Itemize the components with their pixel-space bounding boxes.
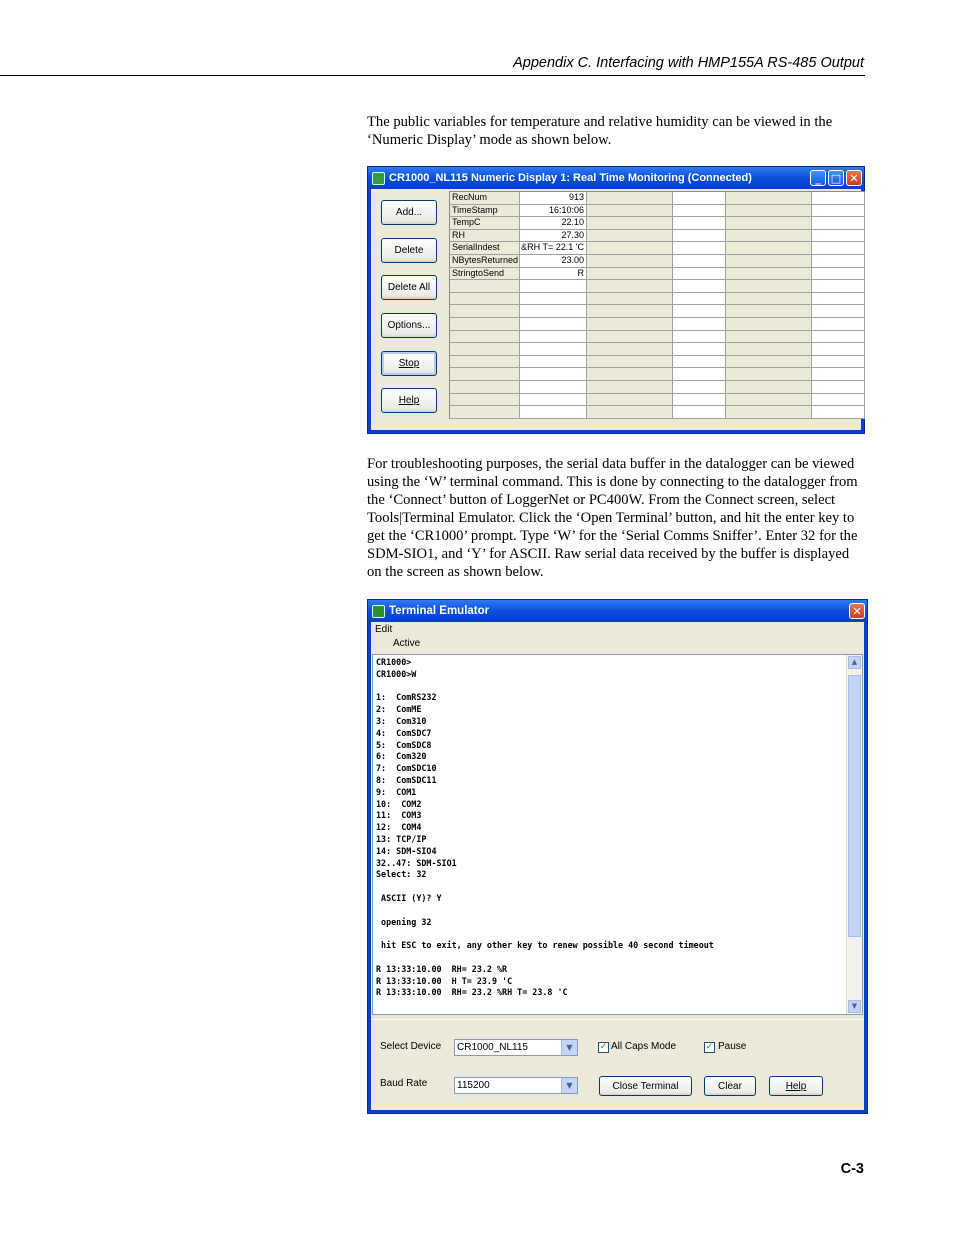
variable-value-cell: &RH T= 22.1 'C	[520, 242, 587, 255]
empty-name-cell[interactable]	[728, 394, 812, 407]
empty-value-cell[interactable]	[812, 343, 865, 356]
terminal-app-icon	[372, 605, 385, 618]
grid-row	[450, 343, 865, 356]
empty-name-cell[interactable]	[728, 242, 812, 255]
empty-name-cell[interactable]	[589, 230, 673, 243]
clear-button[interactable]: Clear	[704, 1076, 756, 1096]
empty-value-cell[interactable]	[673, 406, 726, 419]
variable-name-cell: RecNum	[450, 192, 520, 205]
empty-name-cell[interactable]	[589, 305, 673, 318]
values-grid[interactable]	[449, 191, 865, 419]
variable-value-cell: R	[520, 268, 587, 281]
variable-value-cell: 23.00	[520, 255, 587, 268]
empty-value-cell[interactable]	[520, 331, 587, 344]
select-device-label: Select Device	[380, 1041, 442, 1052]
status-active: Active	[393, 638, 421, 649]
grid-row	[450, 331, 865, 344]
header-title: Appendix C. Interfacing with HMP155A RS-485 Output	[513, 55, 864, 71]
grid-row	[450, 230, 865, 243]
empty-name-cell[interactable]	[589, 268, 673, 281]
empty-name-cell[interactable]	[728, 406, 812, 419]
grid-row	[450, 268, 865, 281]
menu-edit[interactable]: Edit	[375, 624, 393, 635]
empty-name-cell[interactable]	[589, 394, 673, 407]
empty-value-cell[interactable]	[673, 368, 726, 381]
numeric-display-title: CR1000_NL115 Numeric Display 1: Real Time Monitoring (Connected)	[389, 172, 752, 184]
empty-value-cell[interactable]	[520, 356, 587, 369]
empty-value-cell[interactable]	[673, 293, 726, 306]
terminal-line: 5: ComSDC8	[376, 739, 432, 750]
empty-name-cell[interactable]	[450, 368, 520, 381]
empty-name-cell[interactable]	[728, 293, 812, 306]
terminal-client	[371, 622, 864, 1110]
maximize-icon[interactable]: □	[828, 170, 844, 186]
delete-button[interactable]: Delete	[381, 238, 437, 263]
empty-value-cell[interactable]	[520, 343, 587, 356]
empty-value-cell[interactable]	[673, 192, 726, 205]
empty-name-cell[interactable]	[589, 381, 673, 394]
grid-row	[450, 217, 865, 230]
header-rule	[0, 75, 865, 76]
options-button[interactable]: Options...	[381, 313, 437, 338]
empty-name-cell[interactable]	[728, 280, 812, 293]
numeric-display-titlebar[interactable]	[368, 167, 864, 189]
grid-row	[450, 381, 865, 394]
empty-value-cell[interactable]	[812, 268, 865, 281]
all-caps-label: All Caps Mode	[611, 1041, 677, 1052]
page-number: C-3	[840, 1161, 864, 1177]
terminal-line	[376, 928, 714, 940]
empty-name-cell[interactable]	[728, 205, 812, 218]
intro-paragraph: The public variables for temperature and relative humidity can be viewed in the ‘Numeric Display’ mode as shown below.	[367, 114, 833, 148]
variable-value-cell: 16:10:06	[520, 205, 587, 218]
empty-value-cell[interactable]	[673, 255, 726, 268]
empty-name-cell[interactable]	[450, 318, 520, 331]
empty-name-cell[interactable]	[728, 192, 812, 205]
empty-name-cell[interactable]	[728, 356, 812, 369]
grid-row	[450, 305, 865, 318]
select-device-value: CR1000_NL115	[457, 1042, 528, 1053]
chevron-down-icon[interactable]: ▼	[561, 1078, 577, 1093]
terminal-line: CR1000>W	[376, 668, 417, 679]
grid-row	[450, 356, 865, 369]
baud-rate-dropdown[interactable]	[454, 1077, 578, 1094]
variable-name-cell: NBytesReturned	[450, 255, 520, 268]
terminal-line: R 13:33:10.00 RH= 23.2 %R	[376, 963, 508, 974]
terminal-line: 4: ComSDC7	[376, 727, 432, 738]
troubleshooting-paragraph: For troubleshooting purposes, the serial data buffer in the datalogger can be viewed using the ‘W’ terminal command. This is done by connecting to the datalogger from the ‘Connect’ button of LoggerNet or PC400W. From the Connect screen, select Tools|Terminal Emulator. Click the ‘Open Terminal’ button, and hit the enter key to get the ‘CR1000’ prompt. Type ‘W’ for the ‘Serial Comms Sniffer’. Enter 32 for the SDM-SIO1, and ‘Y’ for ASCII. Raw serial data received by the buffer is displayed on the screen as shown below.	[367, 456, 858, 580]
empty-value-cell[interactable]	[812, 217, 865, 230]
empty-name-cell[interactable]	[728, 381, 812, 394]
empty-value-cell[interactable]	[812, 192, 865, 205]
empty-name-cell[interactable]	[589, 242, 673, 255]
select-device-dropdown[interactable]	[454, 1039, 578, 1056]
stop-button[interactable]	[381, 351, 437, 376]
empty-name-cell[interactable]	[589, 368, 673, 381]
variable-name-cell: StringtoSend	[450, 268, 520, 281]
terminal-line: 8: ComSDC11	[376, 774, 437, 785]
empty-value-cell[interactable]	[812, 331, 865, 344]
variable-name-cell: RH	[450, 230, 520, 243]
empty-name-cell[interactable]	[450, 394, 520, 407]
terminal-line: hit ESC to exit, any other key to renew possible 40 second timeout	[376, 940, 714, 951]
vertical-scrollbar[interactable]	[846, 655, 862, 1014]
stop-button-label: Stop	[398, 358, 420, 369]
empty-name-cell[interactable]	[728, 268, 812, 281]
app-icon	[372, 172, 385, 185]
empty-value-cell[interactable]	[812, 406, 865, 419]
empty-value-cell[interactable]	[673, 230, 726, 243]
numeric-display-window	[367, 166, 865, 434]
terminal-line	[376, 952, 714, 964]
delete-all-button[interactable]: Delete All	[381, 275, 437, 300]
pause-label: Pause	[718, 1041, 747, 1052]
scroll-thumb[interactable]	[848, 675, 861, 937]
variable-name-cell: SerialIndest	[450, 242, 520, 255]
help-button[interactable]	[769, 1076, 823, 1096]
terminal-output-text	[376, 657, 714, 999]
empty-name-cell[interactable]	[728, 368, 812, 381]
terminal-output[interactable]	[372, 654, 863, 1015]
empty-name-cell[interactable]	[728, 318, 812, 331]
minimize-icon[interactable]: _	[810, 170, 826, 186]
terminal-line: 10: COM2	[376, 798, 422, 809]
empty-value-cell[interactable]	[520, 305, 587, 318]
empty-name-cell[interactable]	[589, 318, 673, 331]
empty-name-cell[interactable]	[450, 343, 520, 356]
close-icon[interactable]: ✕	[849, 603, 865, 619]
terminal-line: R 13:33:10.00 RH= 23.2 %RH T= 23.8 'C	[376, 987, 568, 998]
terminal-title: Terminal Emulator	[389, 605, 490, 617]
empty-name-cell[interactable]	[450, 293, 520, 306]
empty-value-cell[interactable]	[520, 318, 587, 331]
grid-row	[450, 242, 865, 255]
grid-row	[450, 293, 865, 306]
empty-name-cell[interactable]	[589, 406, 673, 419]
empty-name-cell[interactable]	[589, 356, 673, 369]
variable-value-cell: 27.30	[520, 230, 587, 243]
empty-value-cell[interactable]	[812, 230, 865, 243]
variable-value-cell: 22.10	[520, 217, 587, 230]
grid-row	[450, 406, 865, 419]
empty-name-cell[interactable]	[589, 293, 673, 306]
empty-name-cell[interactable]	[728, 217, 812, 230]
empty-name-cell[interactable]	[728, 230, 812, 243]
terminal-line: 14: SDM-SIO4	[376, 845, 437, 856]
empty-value-cell[interactable]	[520, 293, 587, 306]
terminal-line: 9: COM1	[376, 786, 417, 797]
terminal-line: CR1000>	[376, 657, 412, 667]
grid-row	[450, 368, 865, 381]
help-button-label: Help	[398, 395, 420, 406]
terminal-line: 6: Com320	[376, 751, 427, 762]
empty-name-cell[interactable]	[728, 331, 812, 344]
terminal-line: 2: ComME	[376, 704, 422, 715]
empty-name-cell[interactable]	[589, 343, 673, 356]
empty-value-cell[interactable]	[673, 331, 726, 344]
terminal-line: opening 32	[376, 916, 432, 927]
grid-row	[450, 205, 865, 218]
terminal-emulator-window	[367, 599, 868, 1114]
empty-value-cell[interactable]	[673, 356, 726, 369]
all-caps-checkbox[interactable]: ✓	[599, 1042, 608, 1052]
empty-value-cell[interactable]	[520, 280, 587, 293]
empty-name-cell[interactable]	[450, 356, 520, 369]
terminal-line: 32..47: SDM-SIO1	[376, 857, 457, 868]
empty-value-cell[interactable]	[673, 394, 726, 407]
empty-value-cell[interactable]	[812, 368, 865, 381]
variable-name-cell: TimeStamp	[450, 205, 520, 218]
terminal-line: R 13:33:10.00 H T= 23.9 'C	[376, 975, 513, 986]
empty-value-cell[interactable]	[812, 318, 865, 331]
terminal-line: 1: ComRS232	[376, 692, 437, 703]
empty-value-cell[interactable]	[673, 217, 726, 230]
terminal-controls	[372, 1019, 863, 1115]
variable-name-cell: TempC	[450, 217, 520, 230]
empty-value-cell[interactable]	[673, 205, 726, 218]
help-button-label: Help	[785, 1080, 807, 1092]
empty-value-cell[interactable]	[673, 381, 726, 394]
empty-value-cell[interactable]	[673, 343, 726, 356]
empty-value-cell[interactable]	[520, 406, 587, 419]
chevron-down-icon[interactable]: ▼	[561, 1040, 577, 1055]
terminal-line: ASCII (Y)? Y	[376, 892, 442, 903]
empty-value-cell[interactable]	[812, 381, 865, 394]
empty-name-cell[interactable]	[589, 331, 673, 344]
empty-name-cell[interactable]	[589, 217, 673, 230]
grid-row	[450, 192, 865, 205]
terminal-line: 12: COM4	[376, 822, 422, 833]
empty-value-cell[interactable]	[673, 242, 726, 255]
close-terminal-button[interactable]: Close Terminal	[599, 1076, 692, 1096]
numeric-display-client	[371, 189, 861, 430]
scroll-up-icon[interactable]: ▲	[848, 656, 861, 669]
empty-value-cell[interactable]	[673, 280, 726, 293]
empty-value-cell[interactable]	[673, 268, 726, 281]
empty-name-cell[interactable]	[728, 255, 812, 268]
grid-row	[450, 394, 865, 407]
empty-name-cell[interactable]	[589, 192, 673, 205]
empty-value-cell[interactable]	[812, 394, 865, 407]
empty-name-cell[interactable]	[589, 280, 673, 293]
empty-value-cell[interactable]	[812, 305, 865, 318]
baud-rate-label: Baud Rate	[380, 1078, 428, 1089]
empty-name-cell[interactable]	[450, 280, 520, 293]
empty-name-cell[interactable]	[589, 205, 673, 218]
empty-name-cell[interactable]	[450, 305, 520, 318]
empty-value-cell[interactable]	[673, 318, 726, 331]
empty-value-cell[interactable]	[812, 255, 865, 268]
empty-name-cell[interactable]	[589, 255, 673, 268]
empty-name-cell[interactable]	[450, 331, 520, 344]
empty-value-cell[interactable]	[812, 205, 865, 218]
empty-name-cell[interactable]	[450, 406, 520, 419]
empty-name-cell[interactable]	[728, 305, 812, 318]
terminal-line: Select: 32	[376, 869, 427, 880]
empty-value-cell[interactable]	[812, 356, 865, 369]
empty-value-cell[interactable]	[520, 394, 587, 407]
empty-value-cell[interactable]	[812, 280, 865, 293]
terminal-line: 13: TCP/IP	[376, 833, 427, 844]
terminal-line	[376, 881, 714, 893]
help-button[interactable]	[381, 388, 437, 413]
terminal-line	[376, 681, 714, 693]
terminal-titlebar[interactable]	[368, 600, 867, 622]
grid-row	[450, 255, 865, 268]
empty-name-cell[interactable]	[728, 343, 812, 356]
empty-name-cell[interactable]	[450, 381, 520, 394]
terminal-line: 11: COM3	[376, 810, 422, 821]
add-button[interactable]: Add...	[381, 200, 437, 225]
empty-value-cell[interactable]	[520, 368, 587, 381]
pause-checkbox[interactable]: ✓	[705, 1042, 714, 1052]
grid-row	[450, 280, 865, 293]
terminal-line	[376, 905, 714, 917]
grid-row	[450, 318, 865, 331]
variable-value-cell: 913	[520, 192, 587, 205]
terminal-line: 7: ComSDC10	[376, 763, 437, 774]
empty-value-cell[interactable]	[673, 305, 726, 318]
close-icon[interactable]: ✕	[846, 170, 862, 186]
empty-value-cell[interactable]	[812, 242, 865, 255]
empty-value-cell[interactable]	[520, 381, 587, 394]
baud-rate-value: 115200	[457, 1080, 490, 1091]
terminal-line: 3: Com310	[376, 715, 427, 726]
scroll-down-icon[interactable]: ▼	[848, 1000, 861, 1013]
empty-value-cell[interactable]	[812, 293, 865, 306]
